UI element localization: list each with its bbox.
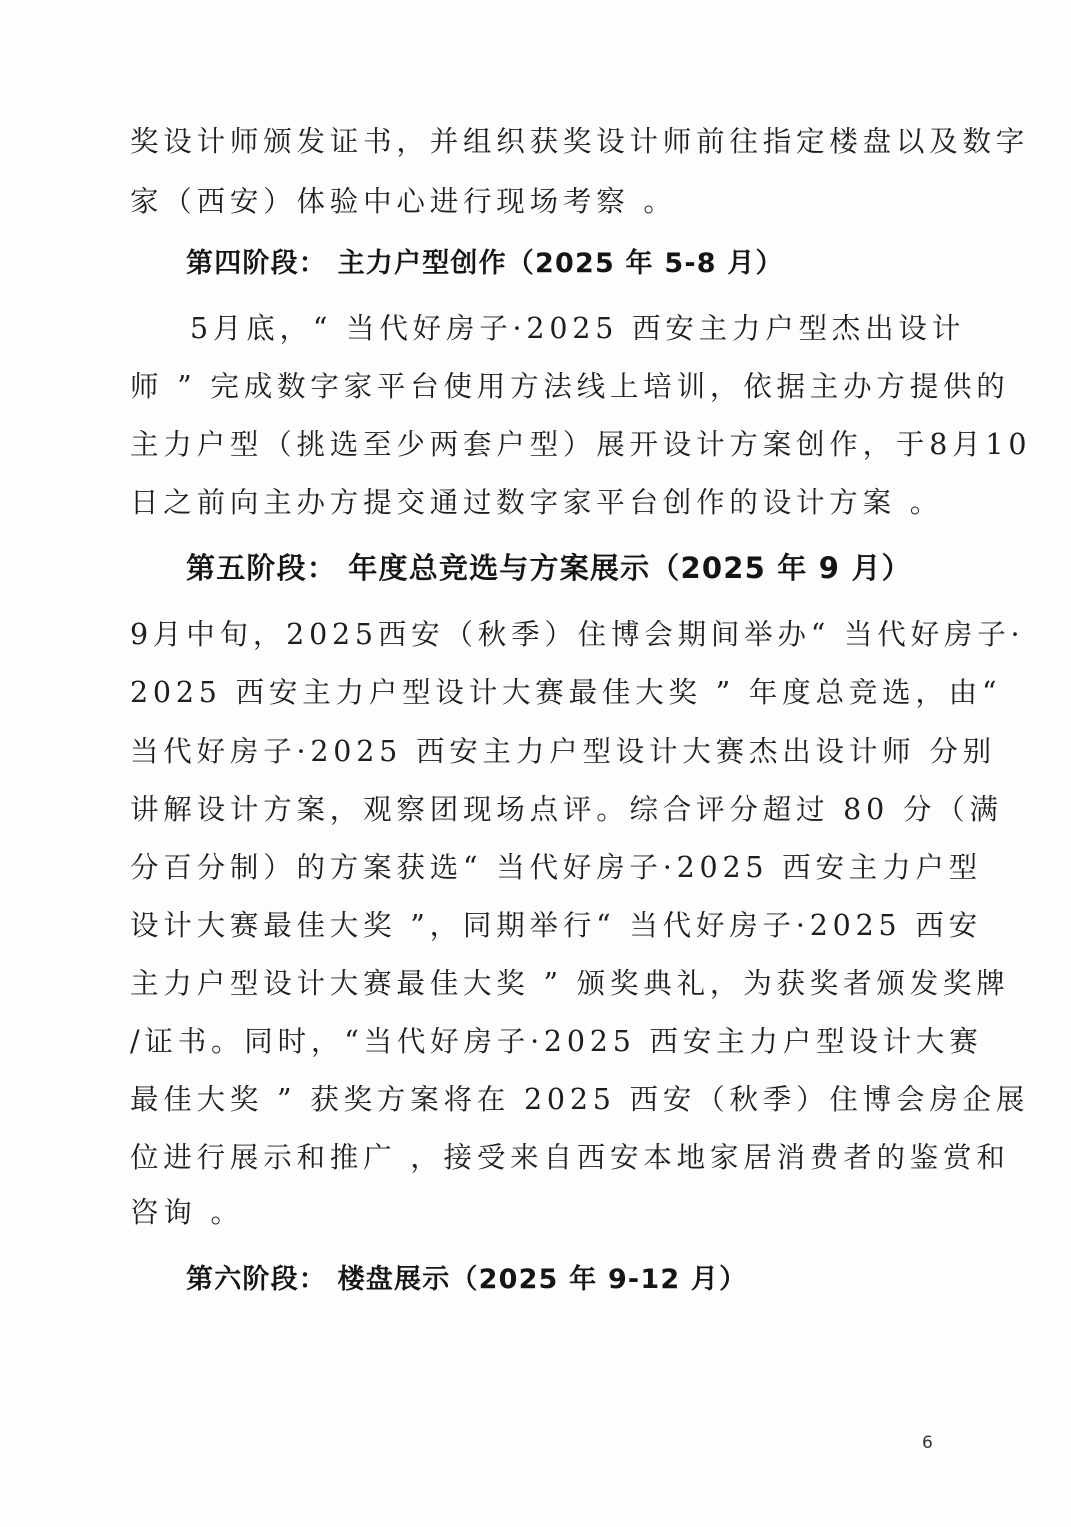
section-heading-stage5: 第五阶段： 年度总竞选与方案展示（2025 年 9 月）	[186, 551, 912, 585]
body-text-line: 家（西安）体验中心进行现场考察 。	[130, 185, 677, 218]
body-text-line: /证书。同时，“当代好房子·2025 西安主力户型设计大赛	[130, 1025, 983, 1058]
body-text-line: 位进行展示和推广 ，接受来自西安本地家居消费者的鉴赏和	[130, 1141, 1010, 1174]
body-text-line: 分百分制）的方案获选“ 当代好房子·2025 西安主力户型	[130, 851, 982, 884]
page-number: 6	[922, 1433, 933, 1453]
body-text-line: 主力户型设计大赛最佳大奖 ” 颁奖典礼，为获奖者颁发奖牌	[130, 967, 1010, 1000]
body-text-line: 5月底，“ 当代好房子·2025 西安主力户型杰出设计	[190, 312, 966, 345]
body-text-line: 9月中旬，2025西安（秋季）住博会期间举办“ 当代好房子·	[130, 618, 1025, 651]
section-heading-stage6: 第六阶段： 楼盘展示（2025 年 9-12 月）	[186, 1264, 748, 1295]
body-text-line: 主力户型（挑选至少两套户型）展开设计方案创作，于8月10	[130, 428, 1032, 461]
body-text-line: 最佳大奖 ” 获奖方案将在 2025 西安（秋季）住博会房企展	[130, 1083, 1030, 1116]
body-text-line: 咨询 。	[130, 1196, 244, 1229]
body-text-line: 当代好房子·2025 西安主力户型设计大赛杰出设计师 分别	[130, 735, 996, 768]
body-text-line: 设计大赛最佳大奖 ”，同期举行“ 当代好房子·2025 西安	[130, 909, 982, 942]
body-text-line: 2025 西安主力户型设计大赛最佳大奖 ” 年度总竞选，由“	[130, 676, 1002, 709]
body-text-line: 奖设计师颁发证书，并组织获奖设计师前往指定楼盘以及数字	[130, 125, 1030, 158]
section-heading-stage4: 第四阶段： 主力户型创作（2025 年 5-8 月）	[186, 248, 784, 279]
body-text-line: 师 ” 完成数字家平台使用方法线上培训，依据主办方提供的	[130, 370, 1010, 403]
body-text-line: 日之前向主办方提交通过数字家平台创作的设计方案 。	[130, 486, 944, 519]
body-text-line: 讲解设计方案，观察团现场点评。综合评分超过 80 分（满	[130, 793, 1003, 826]
